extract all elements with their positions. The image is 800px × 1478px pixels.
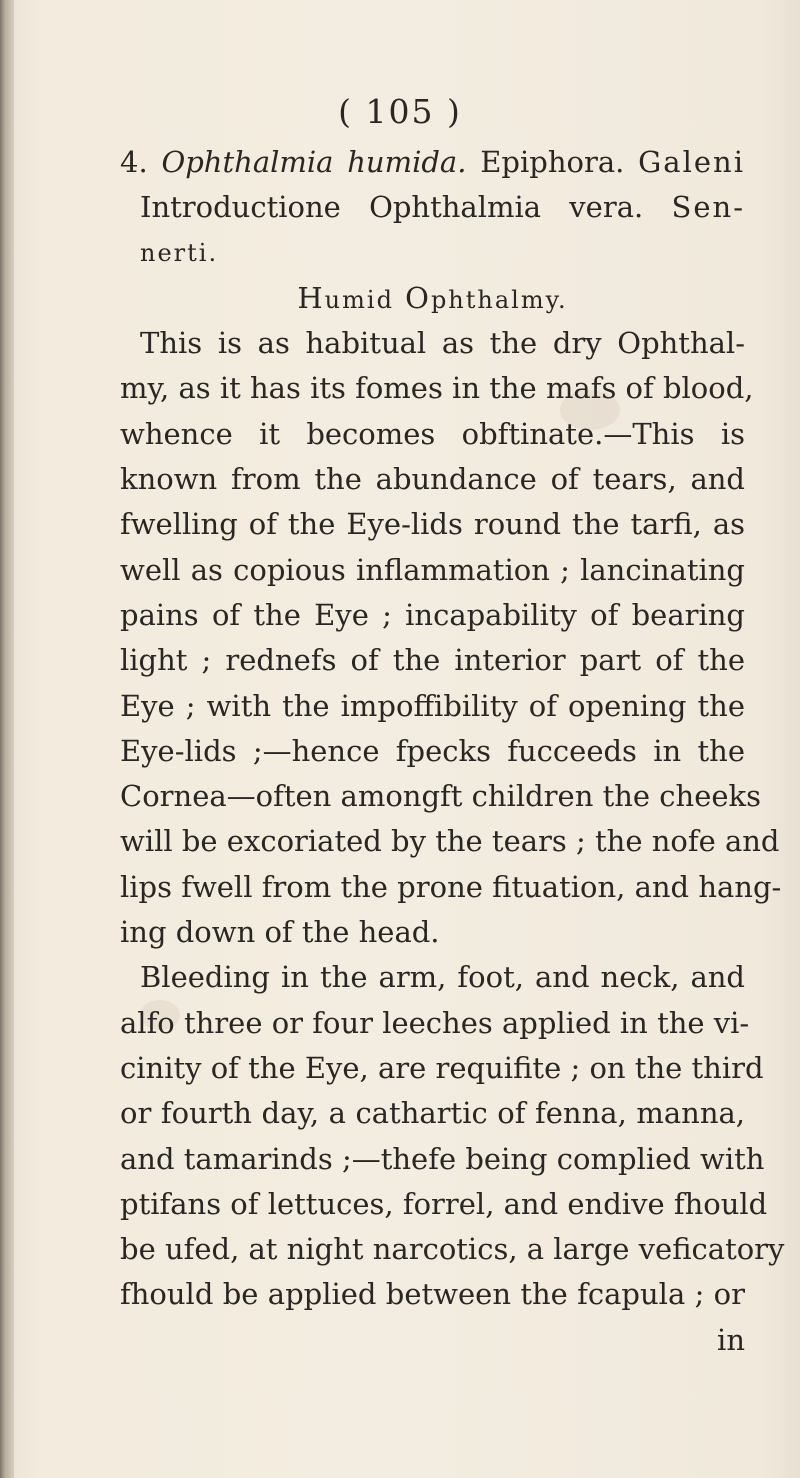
heading-rest-1: umid	[324, 285, 394, 314]
text-line: alfo three or four leeches applied in the vi-	[120, 1005, 750, 1040]
text-line: Bleeding in the arm, foot, and neck, and	[140, 960, 745, 995]
text-line: Eye ; with the impoffibility of opening the	[120, 688, 745, 723]
catchword: in	[717, 1322, 745, 1357]
binding-gutter	[0, 0, 14, 1478]
text-line: whence it becomes obftinate.—This is	[120, 416, 745, 451]
text-line: fhould be applied between the fcapula ; or	[120, 1277, 745, 1312]
entry-number: 4.	[120, 145, 148, 179]
heading-initial-1: H	[297, 280, 325, 315]
text-line: cinity of the Eye, are requifite ; on the third	[120, 1050, 764, 1085]
text-line: lips fwell from the prone fituation, and hang-	[120, 869, 782, 904]
text-line: This is as habitual as the dry Ophthal-	[140, 326, 745, 361]
page-number: ( 105 )	[338, 92, 462, 131]
text-line: will be excoriated by the tears ; the nofe and	[120, 824, 780, 859]
text-line: be ufed, at night narcotics, a large veficatory	[120, 1232, 785, 1267]
text-line: pains of the Eye ; incapability of bearing	[120, 597, 745, 632]
text-line: well as copious inflammation ; lancinating	[120, 552, 745, 587]
text-line: fwelling of the Eye-lids round the tarfi, as	[120, 507, 745, 542]
text-line: Eye-lids ;—hence fpecks fucceeds in the	[120, 733, 745, 768]
author-sennerti-part1: Sen-	[671, 190, 746, 225]
text-line: light ; rednefs of the interior part of the	[120, 643, 745, 678]
text-line: ptifans of lettuces, forrel, and endive fhould	[120, 1186, 768, 1221]
synonym: Epiphora.	[480, 145, 625, 179]
entry-title-line	[120, 140, 745, 185]
text-line: ing down of the head.	[120, 915, 440, 950]
latin-name: Ophthalmia humida.	[161, 145, 467, 179]
text-line: Cornea—often amongft children the cheeks	[120, 779, 762, 814]
text-line: known from the abundance of tears, and	[120, 462, 745, 497]
source-text: Introductione Ophthalmia vera.	[140, 190, 644, 225]
entry-source-line	[120, 185, 745, 230]
heading-initial-2: O	[405, 280, 431, 315]
text-line: or fourth day, a cathartic of fenna, manna,	[120, 1096, 745, 1131]
section-heading	[120, 276, 745, 321]
text-line: and tamarinds ;—thefe being complied with	[120, 1141, 765, 1176]
text-line: my, as it has its fomes in the mafs of blood,	[120, 371, 754, 406]
author-sennerti-part2: nerti.	[140, 238, 219, 267]
text-block	[120, 140, 785, 1363]
author-galeni: Galeni	[638, 145, 745, 179]
heading-rest-2: phthalmy.	[430, 285, 568, 314]
